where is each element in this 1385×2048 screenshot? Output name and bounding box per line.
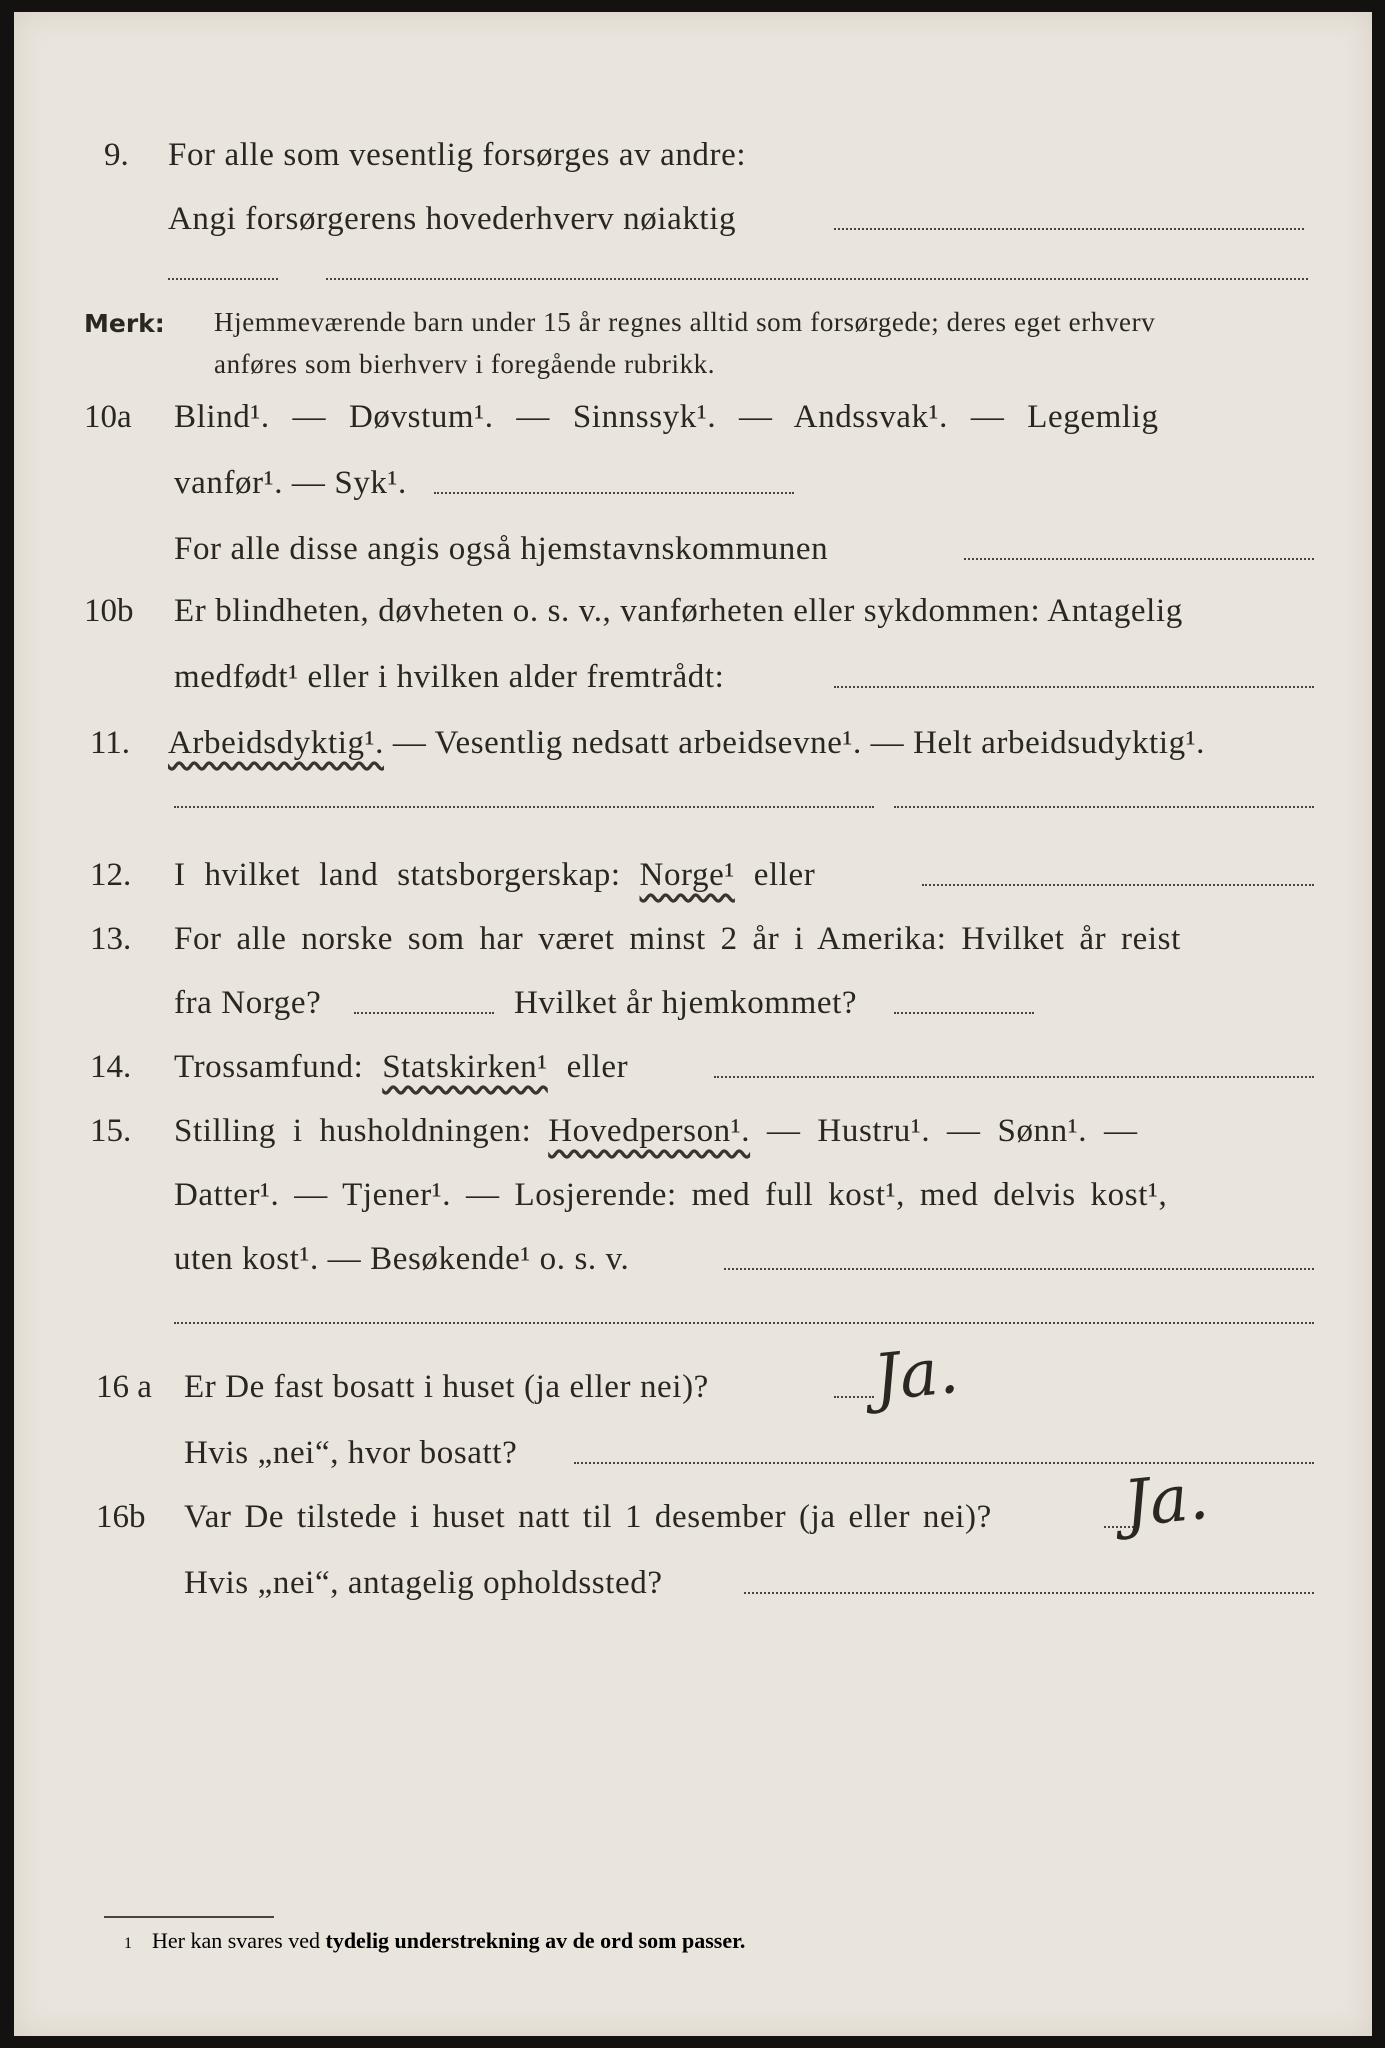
question-text: Er De fast bosatt i huset (ja eller nei)? <box>184 1369 709 1405</box>
underlined-answer: Norge¹ <box>639 857 735 893</box>
question-9-line1 <box>14 124 1372 184</box>
answer-line[interactable] <box>834 228 1304 230</box>
question-15-line4 <box>14 1282 1372 1342</box>
underlined-answer: Arbeidsdyktig¹. <box>168 725 384 761</box>
question-number: 14. <box>90 1049 132 1085</box>
question-text <box>168 725 1205 762</box>
footnote <box>124 1928 745 1954</box>
question-text: vanfør¹. — Syk¹. <box>174 465 407 501</box>
footnote-bold-text: tydelig understrekning av de ord som passer. <box>325 1928 746 1953</box>
answer-line[interactable] <box>354 1012 494 1014</box>
question-text-post: eller <box>547 1049 629 1085</box>
question-text: Hvilket år hjemkommet? <box>514 985 858 1021</box>
question-text-post: — Hustru¹. — Sønn¹. — <box>750 1113 1138 1149</box>
question-text: Datter¹. — Tjener¹. — Losjerende: med full kost¹, med delvis kost¹, <box>174 1177 1168 1213</box>
question-13-line1 <box>14 908 1372 968</box>
question-text: Hvis „nei“, hvor bosatt? <box>184 1435 518 1471</box>
question-number: 15. <box>90 1113 132 1149</box>
question-number: 16 a <box>96 1369 152 1405</box>
answer-line[interactable] <box>724 1268 1314 1270</box>
question-12 <box>14 844 1372 904</box>
question-text: For alle som vesentlig forsørges av andre: <box>168 137 747 173</box>
handwritten-answer: Ja. <box>870 1333 962 1417</box>
note-label: Merk: <box>84 309 165 338</box>
question-11-line2 <box>14 766 1372 826</box>
question-number: 16b <box>96 1499 146 1535</box>
question-15-line3 <box>14 1228 1372 1288</box>
question-text-pre: Stilling i husholdningen: <box>174 1113 549 1149</box>
question-text: Er blindheten, døvheten o. s. v., vanførheten eller sykdommen: Antagelig <box>174 593 1183 629</box>
question-text: medfødt¹ eller i hvilken alder fremtrådt: <box>174 659 725 695</box>
question-number: 11. <box>90 725 131 761</box>
question-text-pre: Trossamfund: <box>174 1049 383 1085</box>
footnote-text: Her kan svares ved <box>152 1928 326 1953</box>
answer-line[interactable] <box>834 1396 874 1398</box>
footnote-divider <box>104 1916 274 1918</box>
question-text: uten kost¹. — Besøkende¹ o. s. v. <box>174 1241 630 1277</box>
question-10b-line2 <box>14 646 1372 706</box>
underlined-answer: Statskirken¹ <box>382 1049 548 1085</box>
footnote-mark: 1 <box>124 1935 132 1952</box>
question-14 <box>14 1036 1372 1096</box>
question-10b-line1 <box>14 580 1372 640</box>
answer-line[interactable] <box>168 278 278 280</box>
note-text: Hjemmeværende barn under 15 år regnes alltid som forsørgede; deres eget erhverv <box>214 307 1156 337</box>
question-text-pre: I hvilket land statsborgerskap: <box>174 857 640 893</box>
answer-line[interactable] <box>434 492 794 494</box>
question-number: 12. <box>90 857 132 893</box>
question-10a-line1 <box>14 386 1372 446</box>
question-11-line1 <box>14 712 1372 772</box>
question-15-line1 <box>14 1100 1372 1160</box>
handwritten-answer: Ja. <box>1120 1459 1212 1543</box>
answer-line[interactable] <box>922 884 1314 886</box>
question-16b-line1 <box>14 1459 1372 1546</box>
answer-line[interactable] <box>174 806 874 808</box>
note-line2 <box>14 330 1372 390</box>
question-10a-line3 <box>14 518 1372 578</box>
answer-line[interactable] <box>894 1012 1034 1014</box>
question-text <box>174 857 815 894</box>
question-number: 9. <box>104 137 129 173</box>
question-15-line2 <box>14 1164 1372 1224</box>
question-text: fra Norge? <box>174 985 322 1021</box>
question-text: Hvis „nei“, antagelig opholdssted? <box>184 1565 663 1601</box>
underlined-answer: Hovedperson¹. <box>548 1113 751 1149</box>
question-text-rest: — Vesentlig nedsatt arbeidsevne¹. — Helt arbeidsudyktig¹. <box>383 725 1206 761</box>
answer-line[interactable] <box>326 278 1308 280</box>
question-text <box>174 1049 628 1086</box>
answer-line[interactable] <box>834 686 1314 688</box>
answer-line[interactable] <box>744 1592 1314 1594</box>
question-text: Blind¹. — Døvstum¹. — Sinnssyk¹. — Andssvak¹. — Legemlig <box>174 399 1159 435</box>
question-number: 10a <box>84 399 132 435</box>
question-text <box>174 1113 1138 1150</box>
question-text: For alle norske som har været minst 2 år i Amerika: Hvilket år reist <box>174 921 1181 957</box>
answer-line[interactable] <box>174 1322 1314 1324</box>
question-text: For alle disse angis også hjemstavnskommunen <box>174 531 829 567</box>
question-10a-line2 <box>14 452 1372 512</box>
question-16a-line1 <box>14 1333 1372 1417</box>
answer-line[interactable] <box>964 558 1314 560</box>
question-16b-line2 <box>14 1552 1372 1612</box>
question-text: Var De tilstede i huset natt til 1 desember (ja eller nei)? <box>184 1499 992 1535</box>
answer-line[interactable] <box>894 806 1314 808</box>
question-text: Angi forsørgerens hovederhverv nøiaktig <box>168 201 737 237</box>
question-13-line2 <box>14 972 1372 1032</box>
answer-line[interactable] <box>714 1076 1314 1078</box>
question-number: 13. <box>90 921 132 957</box>
census-form-page <box>14 12 1372 2036</box>
note-text: anføres som bierhverv i foregående rubrikk. <box>214 349 716 379</box>
question-text-post: eller <box>734 857 816 893</box>
question-number: 10b <box>84 593 134 629</box>
